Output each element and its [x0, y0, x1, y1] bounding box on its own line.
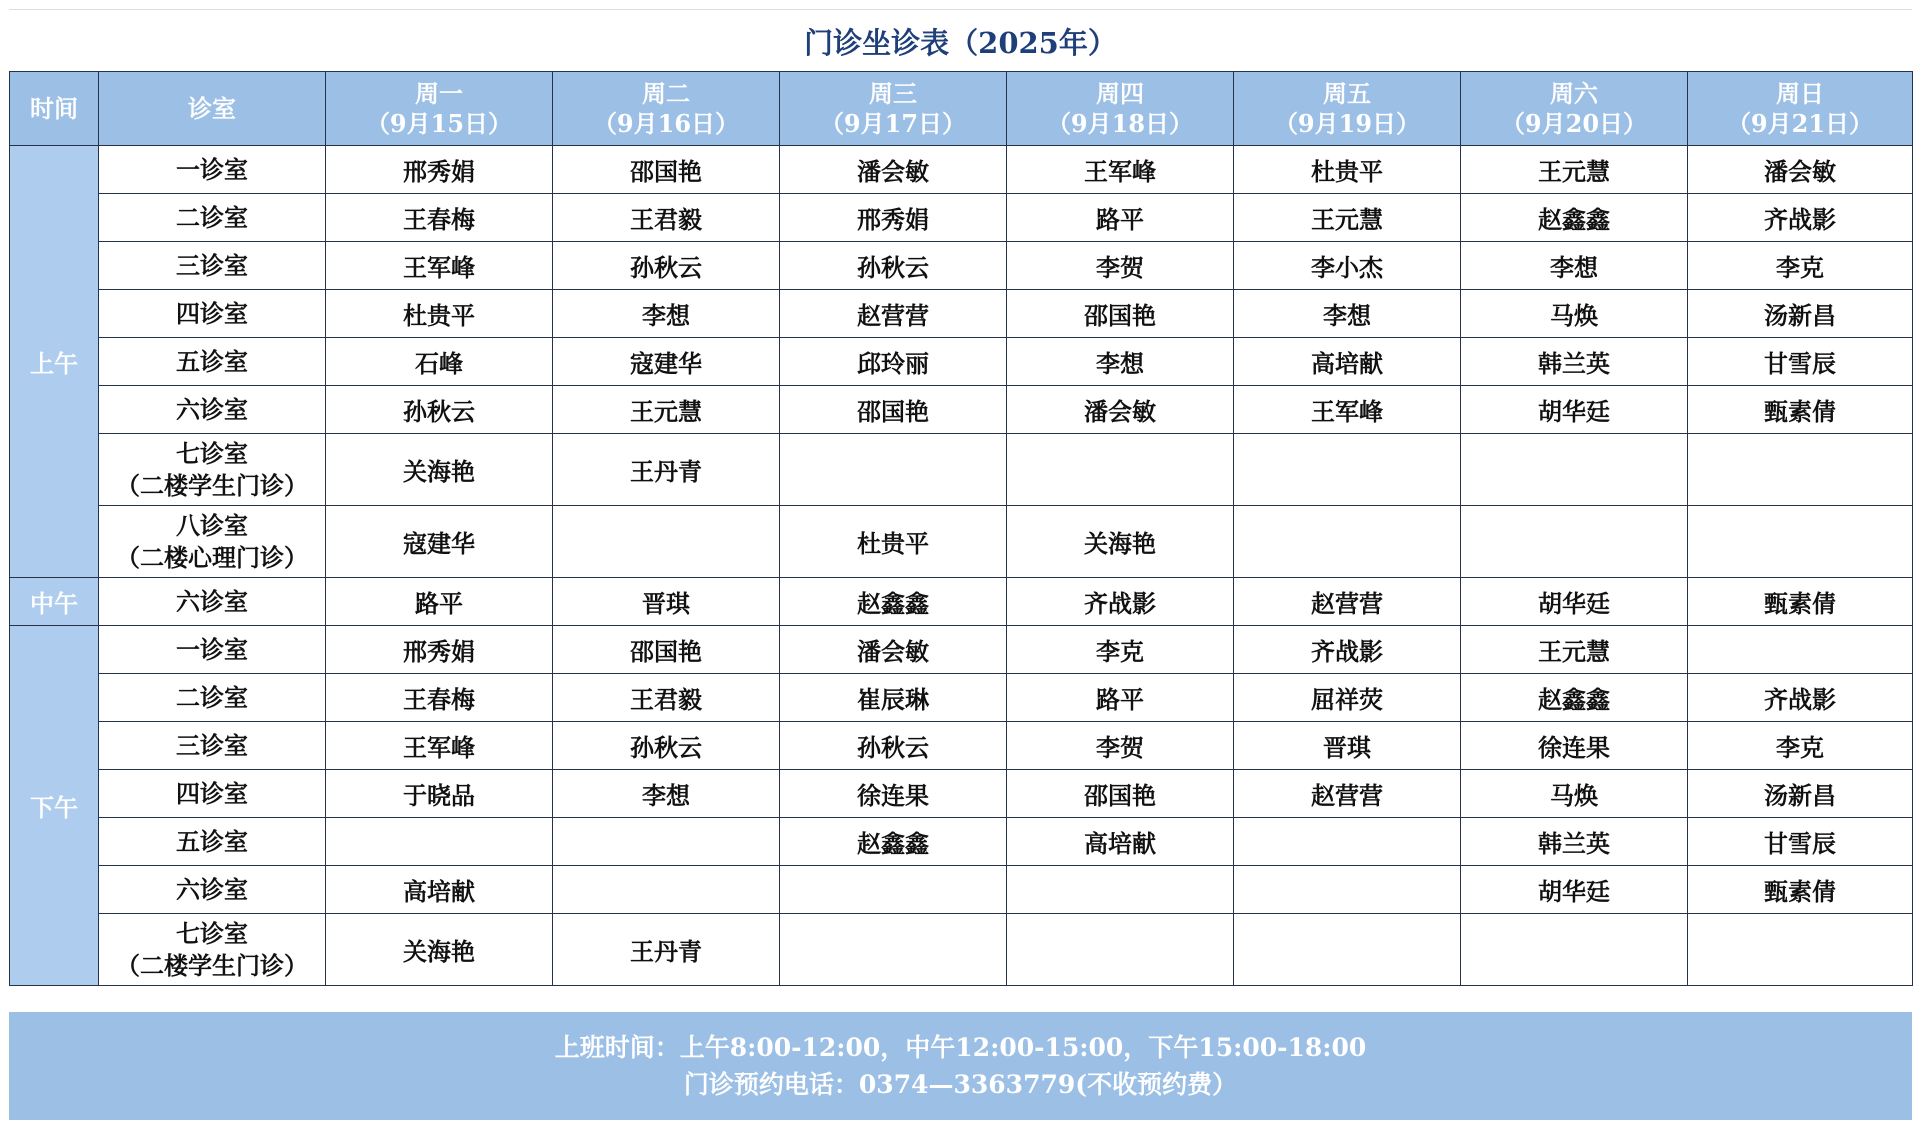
room-name: 五诊室 [176, 826, 248, 856]
room-name: 六诊室 [176, 586, 248, 616]
day-name: 周六 [1550, 78, 1598, 108]
schedule-table [9, 71, 1913, 986]
day-header [1461, 72, 1688, 146]
doctor-cell: 关海艳 [326, 914, 553, 986]
doctor-cell: 高培献 [326, 866, 553, 914]
time-header: 时间 [10, 72, 99, 146]
doctor-cell: 潘会敏 [1007, 386, 1234, 434]
doctor-cell: 孙秋云 [780, 722, 1007, 770]
doctor-cell: 甘雪辰 [1688, 338, 1913, 386]
doctor-cell [1688, 626, 1913, 674]
doctor-cell: 王元慧 [1234, 194, 1461, 242]
doctor-cell: 于晓品 [326, 770, 553, 818]
doctor-cell: 赵营营 [780, 290, 1007, 338]
doctor-cell [1461, 506, 1688, 578]
table-row [10, 146, 1913, 194]
doctor-cell [1688, 914, 1913, 986]
doctor-cell: 邢秀娟 [326, 626, 553, 674]
doctor-cell [1234, 914, 1461, 986]
room-name: 六诊室 [176, 394, 248, 424]
working-hours: 上班时间：上午8:00-12:00，中午12:00-15:00，下午15:00-18:00 [554, 1033, 1367, 1062]
doctor-cell [553, 866, 780, 914]
doctor-cell: 赵营营 [1234, 770, 1461, 818]
doctor-cell: 路平 [1007, 194, 1234, 242]
doctor-cell: 邵国艳 [780, 386, 1007, 434]
doctor-cell: 寇建华 [326, 506, 553, 578]
doctor-cell: 韩兰英 [1461, 338, 1688, 386]
doctor-cell: 赵鑫鑫 [1461, 194, 1688, 242]
doctor-cell: 李贺 [1007, 722, 1234, 770]
doctor-cell: 徐连果 [780, 770, 1007, 818]
doctor-cell [1234, 818, 1461, 866]
room-name: 四诊室 [176, 778, 248, 808]
doctor-cell: 路平 [326, 578, 553, 626]
day-header [780, 72, 1007, 146]
doctor-cell: 李想 [1007, 338, 1234, 386]
doctor-cell: 李贺 [1007, 242, 1234, 290]
doctor-cell: 李克 [1688, 242, 1913, 290]
doctor-cell: 李想 [553, 290, 780, 338]
day-name: 周四 [1096, 78, 1144, 108]
doctor-cell: 王元慧 [553, 386, 780, 434]
schedule-sheet [9, 9, 1912, 1120]
room-cell [99, 338, 326, 386]
doctor-cell: 王春梅 [326, 674, 553, 722]
doctor-cell: 齐战影 [1688, 194, 1913, 242]
schedule-body [10, 146, 1913, 986]
doctor-cell [1234, 506, 1461, 578]
doctor-cell: 李想 [1461, 242, 1688, 290]
doctor-cell: 崔辰琳 [780, 674, 1007, 722]
doctor-cell: 王丹青 [553, 914, 780, 986]
day-date: （9月15日） [365, 108, 513, 138]
day-name: 周一 [415, 78, 463, 108]
doctor-cell [1461, 914, 1688, 986]
room-cell [99, 866, 326, 914]
doctor-cell: 王军峰 [1007, 146, 1234, 194]
doctor-cell: 李小杰 [1234, 242, 1461, 290]
room-subtitle: （二楼学生门诊） [116, 950, 308, 980]
doctor-cell [326, 818, 553, 866]
doctor-cell: 齐战影 [1688, 674, 1913, 722]
room-cell [99, 242, 326, 290]
room-name: 六诊室 [176, 874, 248, 904]
doctor-cell [1007, 434, 1234, 506]
doctor-cell: 杜贵平 [780, 506, 1007, 578]
doctor-cell: 高培献 [1234, 338, 1461, 386]
doctor-cell: 马焕 [1461, 290, 1688, 338]
doctor-cell: 胡华廷 [1461, 386, 1688, 434]
doctor-cell: 潘会敏 [780, 146, 1007, 194]
doctor-cell: 路平 [1007, 674, 1234, 722]
room-name: 五诊室 [176, 346, 248, 376]
footer-info [9, 1012, 1912, 1120]
doctor-cell: 王春梅 [326, 194, 553, 242]
doctor-cell: 王军峰 [326, 722, 553, 770]
room-name: 四诊室 [176, 298, 248, 328]
room-name: 一诊室 [176, 154, 248, 184]
table-row [10, 818, 1913, 866]
day-date: （9月20日） [1500, 108, 1648, 138]
page-title: 门诊坐诊表（2025年） [9, 9, 1912, 72]
doctor-cell: 李想 [1234, 290, 1461, 338]
room-cell [99, 506, 326, 578]
doctor-cell: 王元慧 [1461, 146, 1688, 194]
doctor-cell: 杜贵平 [1234, 146, 1461, 194]
doctor-cell: 胡华廷 [1461, 578, 1688, 626]
doctor-cell: 关海艳 [326, 434, 553, 506]
doctor-cell: 甄素倩 [1688, 386, 1913, 434]
doctor-cell: 齐战影 [1234, 626, 1461, 674]
doctor-cell: 邵国艳 [553, 626, 780, 674]
doctor-cell [780, 914, 1007, 986]
day-name: 周五 [1323, 78, 1371, 108]
table-row [10, 578, 1913, 626]
room-cell [99, 818, 326, 866]
period-cell: 中午 [10, 578, 99, 626]
doctor-cell: 屈祥荧 [1234, 674, 1461, 722]
doctor-cell: 邵国艳 [1007, 290, 1234, 338]
doctor-cell: 邢秀娟 [780, 194, 1007, 242]
doctor-cell: 李想 [553, 770, 780, 818]
doctor-cell [1461, 434, 1688, 506]
table-row [10, 770, 1913, 818]
period-cell: 上午 [10, 146, 99, 578]
doctor-cell: 潘会敏 [780, 626, 1007, 674]
day-date: （9月17日） [819, 108, 967, 138]
doctor-cell [553, 506, 780, 578]
day-name: 周三 [869, 78, 917, 108]
day-name: 周日 [1776, 78, 1824, 108]
room-name: 八诊室 [176, 510, 248, 540]
doctor-cell: 王军峰 [326, 242, 553, 290]
day-date: （9月18日） [1046, 108, 1194, 138]
doctor-cell: 马焕 [1461, 770, 1688, 818]
doctor-cell: 赵鑫鑫 [780, 818, 1007, 866]
doctor-cell: 王元慧 [1461, 626, 1688, 674]
doctor-cell [1007, 866, 1234, 914]
day-header [1688, 72, 1913, 146]
doctor-cell [1234, 434, 1461, 506]
table-row [10, 434, 1913, 506]
day-date: （9月21日） [1726, 108, 1874, 138]
header-row [10, 72, 1913, 146]
room-cell [99, 434, 326, 506]
booking-phone: 门诊预约电话：0374—3363779(不收预约费） [683, 1070, 1238, 1099]
room-name: 二诊室 [176, 682, 248, 712]
room-name: 七诊室 [176, 918, 248, 948]
room-cell [99, 386, 326, 434]
room-cell [99, 626, 326, 674]
table-row [10, 242, 1913, 290]
doctor-cell: 孙秋云 [553, 242, 780, 290]
doctor-cell: 寇建华 [553, 338, 780, 386]
room-name: 二诊室 [176, 202, 248, 232]
room-cell [99, 290, 326, 338]
day-header [553, 72, 780, 146]
day-name: 周二 [642, 78, 690, 108]
doctor-cell: 邵国艳 [553, 146, 780, 194]
room-cell [99, 578, 326, 626]
day-header [326, 72, 553, 146]
doctor-cell: 王君毅 [553, 674, 780, 722]
doctor-cell [1234, 866, 1461, 914]
doctor-cell: 孙秋云 [326, 386, 553, 434]
doctor-cell: 高培献 [1007, 818, 1234, 866]
doctor-cell: 邵国艳 [1007, 770, 1234, 818]
doctor-cell: 韩兰英 [1461, 818, 1688, 866]
room-header: 诊室 [99, 72, 326, 146]
doctor-cell [780, 434, 1007, 506]
doctor-cell [1688, 434, 1913, 506]
room-cell [99, 674, 326, 722]
table-row [10, 866, 1913, 914]
day-header [1234, 72, 1461, 146]
doctor-cell: 潘会敏 [1688, 146, 1913, 194]
doctor-cell: 齐战影 [1007, 578, 1234, 626]
doctor-cell: 赵鑫鑫 [1461, 674, 1688, 722]
doctor-cell: 胡华廷 [1461, 866, 1688, 914]
doctor-cell [553, 818, 780, 866]
doctor-cell: 邱玲丽 [780, 338, 1007, 386]
doctor-cell: 汤新昌 [1688, 290, 1913, 338]
doctor-cell: 孙秋云 [553, 722, 780, 770]
room-cell [99, 770, 326, 818]
table-row [10, 674, 1913, 722]
doctor-cell: 关海艳 [1007, 506, 1234, 578]
room-subtitle: （二楼学生门诊） [116, 470, 308, 500]
day-date: （9月16日） [592, 108, 740, 138]
period-cell: 下午 [10, 626, 99, 986]
doctor-cell: 王丹青 [553, 434, 780, 506]
doctor-cell: 赵营营 [1234, 578, 1461, 626]
table-row [10, 386, 1913, 434]
doctor-cell: 孙秋云 [780, 242, 1007, 290]
doctor-cell: 杜贵平 [326, 290, 553, 338]
table-row [10, 194, 1913, 242]
room-cell [99, 194, 326, 242]
doctor-cell [1007, 914, 1234, 986]
room-cell [99, 914, 326, 986]
doctor-cell: 赵鑫鑫 [780, 578, 1007, 626]
room-name: 三诊室 [176, 250, 248, 280]
doctor-cell: 王君毅 [553, 194, 780, 242]
doctor-cell: 李克 [1007, 626, 1234, 674]
doctor-cell [780, 866, 1007, 914]
doctor-cell: 徐连果 [1461, 722, 1688, 770]
room-cell [99, 722, 326, 770]
table-row [10, 506, 1913, 578]
doctor-cell: 甄素倩 [1688, 578, 1913, 626]
doctor-cell: 晋琪 [553, 578, 780, 626]
doctor-cell [1688, 506, 1913, 578]
room-name: 一诊室 [176, 634, 248, 664]
day-header [1007, 72, 1234, 146]
room-name: 七诊室 [176, 438, 248, 468]
doctor-cell: 甘雪辰 [1688, 818, 1913, 866]
room-subtitle: （二楼心理门诊） [116, 542, 308, 572]
doctor-cell: 汤新昌 [1688, 770, 1913, 818]
doctor-cell: 晋琪 [1234, 722, 1461, 770]
doctor-cell: 李克 [1688, 722, 1913, 770]
table-row [10, 722, 1913, 770]
table-row [10, 914, 1913, 986]
day-date: （9月19日） [1273, 108, 1421, 138]
room-cell [99, 146, 326, 194]
doctor-cell: 石峰 [326, 338, 553, 386]
table-row [10, 626, 1913, 674]
table-row [10, 338, 1913, 386]
doctor-cell: 甄素倩 [1688, 866, 1913, 914]
table-row [10, 290, 1913, 338]
room-name: 三诊室 [176, 730, 248, 760]
doctor-cell: 王军峰 [1234, 386, 1461, 434]
doctor-cell: 邢秀娟 [326, 146, 553, 194]
